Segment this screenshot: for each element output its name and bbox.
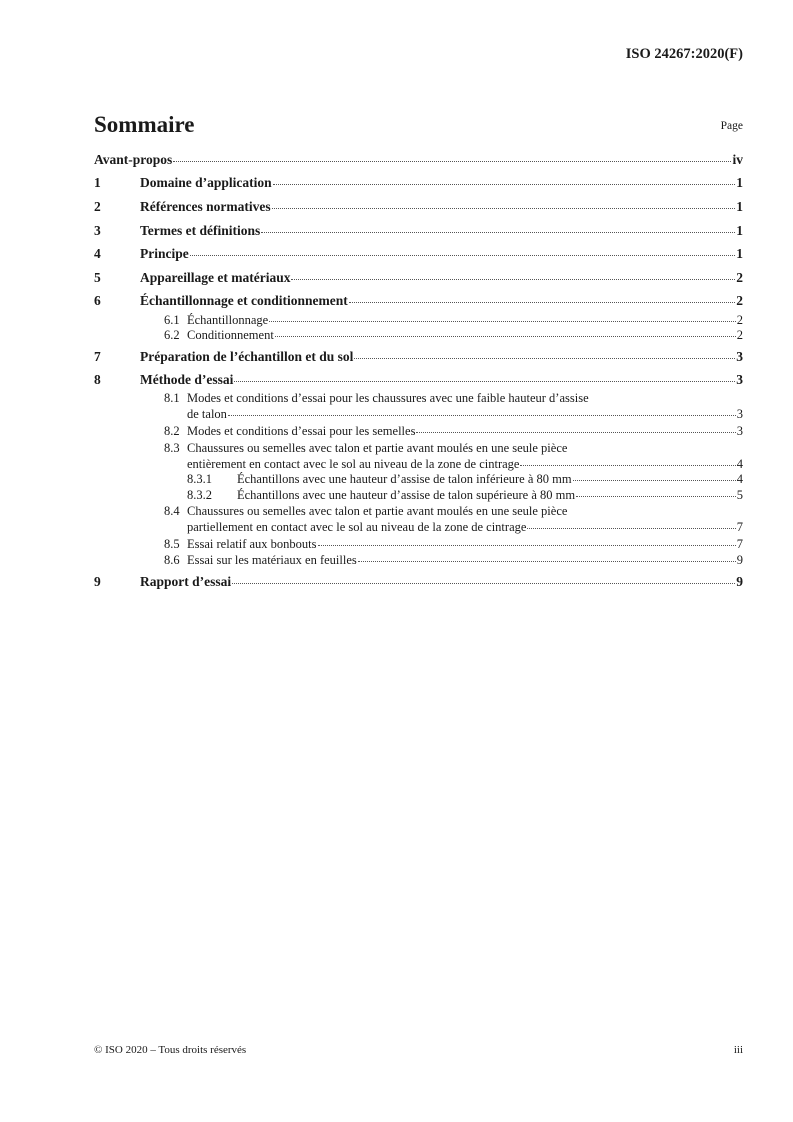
- toc-entry-page[interactable]: 9: [736, 553, 743, 567]
- dot-leader: [318, 545, 736, 546]
- toc-entry-title[interactable]: Chaussures ou semelles avec talon et partie avant moulés en une seule pièce: [187, 504, 568, 518]
- dot-leader: [269, 321, 736, 322]
- toc-entry-page[interactable]: 3: [736, 349, 743, 364]
- dot-leader: [354, 358, 735, 359]
- toc-entry-title[interactable]: Rapport d’essai: [140, 574, 232, 589]
- toc-entry-page[interactable]: 3: [736, 424, 743, 438]
- toc-entry-title[interactable]: Essai sur les matériaux en feuilles: [187, 553, 357, 567]
- toc-entry-number: 8: [94, 372, 101, 387]
- toc-entry[interactable]: [94, 472, 743, 487]
- toc-entry-number: 3: [94, 223, 101, 238]
- toc-entry[interactable]: [94, 246, 743, 262]
- toc-entry[interactable]: [94, 553, 743, 568]
- toc-entry-number: 2: [94, 199, 101, 214]
- page-column-label: Page: [720, 120, 743, 132]
- toc-entry-title[interactable]: Avant-propos: [94, 152, 173, 167]
- toc-entry-page[interactable]: 7: [736, 537, 743, 551]
- toc-entry[interactable]: [94, 223, 743, 239]
- toc-entry[interactable]: [94, 504, 743, 519]
- dot-leader: [173, 161, 731, 162]
- toc-entry-number: 6: [94, 293, 101, 308]
- dot-leader: [576, 496, 736, 497]
- toc-entry-title[interactable]: Échantillonnage: [187, 313, 269, 327]
- toc-entry[interactable]: [94, 520, 743, 535]
- toc-entry-page[interactable]: 1: [736, 246, 743, 261]
- toc-entry[interactable]: [94, 537, 743, 552]
- dot-leader: [275, 336, 736, 337]
- toc-entry-title[interactable]: Modes et conditions d’essai pour les chaussures avec une faible hauteur d’assise: [187, 391, 589, 405]
- dot-leader: [272, 208, 736, 209]
- toc-entry-title[interactable]: Modes et conditions d’essai pour les semelles: [187, 424, 416, 438]
- dot-leader: [416, 432, 735, 433]
- dot-leader: [573, 480, 736, 481]
- toc-entry-title[interactable]: Chaussures ou semelles avec talon et partie avant moulés en une seule pièce: [187, 441, 568, 455]
- toc-entry-number: 8.5: [164, 537, 180, 551]
- toc-entry-page[interactable]: 2: [736, 328, 743, 342]
- dot-leader: [228, 415, 736, 416]
- toc-entry-title[interactable]: Essai relatif aux bonbouts: [187, 537, 317, 551]
- toc-entry[interactable]: [94, 372, 743, 388]
- page-title: Sommaire: [94, 112, 195, 137]
- dot-leader: [358, 561, 736, 562]
- toc-entry[interactable]: [94, 574, 743, 590]
- toc-entry-title[interactable]: Échantillonnage et conditionnement: [140, 293, 348, 308]
- toc-entry-page[interactable]: 9: [736, 574, 743, 589]
- toc-entry[interactable]: [94, 270, 743, 286]
- toc-entry-title[interactable]: Préparation de l’échantillon et du sol: [140, 349, 354, 364]
- toc-entry[interactable]: [94, 175, 743, 191]
- toc-entry-page[interactable]: 4: [736, 457, 743, 471]
- toc-entry-title[interactable]: de talon: [187, 407, 227, 421]
- toc-entry-title[interactable]: Appareillage et matériaux: [140, 270, 291, 285]
- toc-entry-number: 1: [94, 175, 101, 190]
- toc-entry[interactable]: [94, 313, 743, 328]
- toc-entry-page[interactable]: 2: [736, 313, 743, 327]
- toc-entry-page[interactable]: 5: [736, 488, 743, 502]
- dot-leader: [273, 184, 736, 185]
- toc-entry-number: 6.2: [164, 328, 180, 342]
- toc-entry-page[interactable]: 1: [736, 199, 743, 214]
- toc-entry-number: 9: [94, 574, 101, 589]
- document-id: ISO 24267:2020(F): [625, 46, 743, 62]
- toc-entry-number: 8.3.2: [187, 488, 212, 502]
- toc-entry-number: 5: [94, 270, 101, 285]
- toc-entry[interactable]: [94, 424, 743, 439]
- dot-leader: [190, 255, 736, 256]
- toc-entry-number: 8.6: [164, 553, 180, 567]
- dot-leader: [349, 302, 735, 303]
- toc-entry-page[interactable]: 2: [736, 270, 743, 285]
- dot-leader: [527, 528, 735, 529]
- toc-entry-page[interactable]: 3: [736, 372, 743, 387]
- toc-entry[interactable]: [94, 293, 743, 309]
- toc-entry-page[interactable]: 3: [736, 407, 743, 421]
- toc-entry-number: 8.3.1: [187, 472, 212, 486]
- toc-entry-title[interactable]: Échantillons avec une hauteur d’assise de talon inférieure à 80 mm: [237, 472, 572, 486]
- toc-entry-title[interactable]: Conditionnement: [187, 328, 274, 342]
- toc-entry[interactable]: [94, 349, 743, 365]
- toc-entry-title[interactable]: partiellement en contact avec le sol au niveau de la zone de cintrage: [187, 520, 527, 534]
- toc-entry[interactable]: [94, 328, 743, 343]
- footer-page-number: iii: [733, 1044, 743, 1056]
- toc-entry-number: 8.3: [164, 441, 180, 455]
- toc-entry-title[interactable]: Termes et définitions: [140, 223, 261, 238]
- toc-entry-title[interactable]: Références normatives: [140, 199, 271, 214]
- dot-leader: [232, 583, 735, 584]
- toc-entry-page[interactable]: 7: [736, 520, 743, 534]
- toc-entry[interactable]: [94, 391, 743, 406]
- toc-entry-title[interactable]: Domaine d’application: [140, 175, 272, 190]
- toc-entry-page[interactable]: 2: [736, 293, 743, 308]
- toc-entry[interactable]: [94, 457, 743, 472]
- toc-entry[interactable]: [94, 441, 743, 456]
- toc-entry-number: 8.2: [164, 424, 180, 438]
- toc-entry-title[interactable]: Méthode d’essai: [140, 372, 234, 387]
- dot-leader: [261, 232, 735, 233]
- toc-entry-number: 8.4: [164, 504, 180, 518]
- toc-entry-page[interactable]: 1: [736, 223, 743, 238]
- toc-entry-page[interactable]: 4: [736, 472, 743, 486]
- toc-entry-number: 6.1: [164, 313, 180, 327]
- footer-copyright: © ISO 2020 – Tous droits réservés: [94, 1044, 247, 1056]
- toc-entry-title[interactable]: Principe: [140, 246, 189, 261]
- toc-entry-title[interactable]: Échantillons avec une hauteur d’assise de talon supérieure à 80 mm: [237, 488, 576, 502]
- toc-entry-number: 7: [94, 349, 101, 364]
- dot-leader: [234, 381, 735, 382]
- toc-entry[interactable]: [94, 199, 743, 215]
- toc-entry[interactable]: [94, 488, 743, 503]
- toc-entry-page[interactable]: iv: [732, 152, 743, 167]
- toc-entry-number: 8.1: [164, 391, 180, 405]
- dot-leader: [520, 465, 735, 466]
- toc-entry-number: 4: [94, 246, 101, 261]
- dot-leader: [291, 279, 735, 280]
- toc-entry-title[interactable]: entièrement en contact avec le sol au niveau de la zone de cintrage: [187, 457, 520, 471]
- toc-entry-page[interactable]: 1: [736, 175, 743, 190]
- toc-entry[interactable]: [94, 407, 743, 422]
- toc-entry[interactable]: [94, 152, 743, 168]
